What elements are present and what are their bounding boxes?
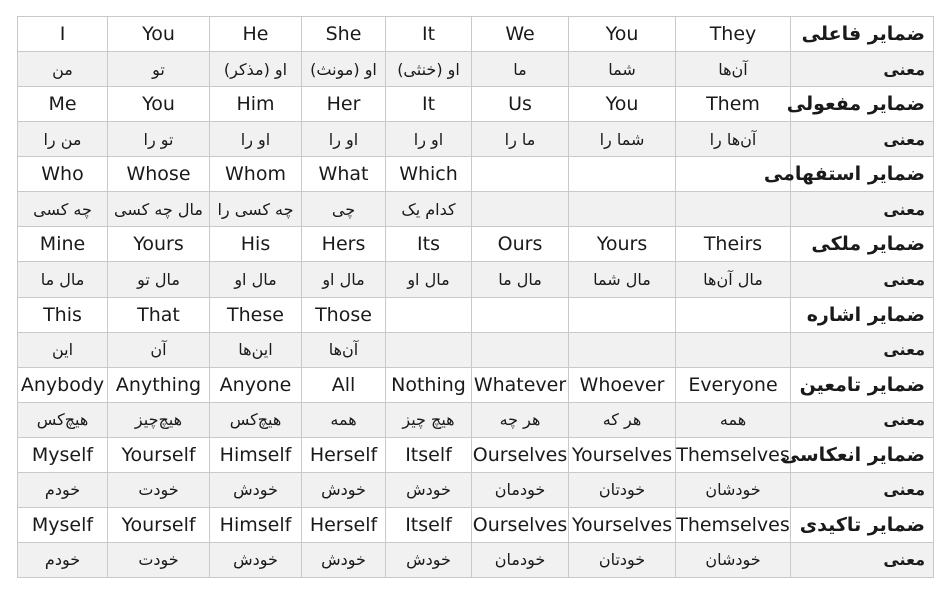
pronoun-cell: Herself xyxy=(302,507,386,542)
meaning-cell: من xyxy=(18,52,108,87)
pronoun-cell: Yours xyxy=(108,227,210,262)
meaning-cell: هیچ‌کس xyxy=(18,402,108,437)
meaning-cell: چی xyxy=(302,192,386,227)
meaning-cell: خودش xyxy=(210,542,302,577)
meaning-cell: خودش xyxy=(386,472,472,507)
pronoun-cell xyxy=(569,297,676,332)
pronoun-cell: Whatever xyxy=(472,367,569,402)
meaning-cell: مال شما xyxy=(569,262,676,297)
pronoun-cell: These xyxy=(210,297,302,332)
pronoun-cell: It xyxy=(386,17,472,52)
pronoun-cell: Her xyxy=(302,87,386,122)
meaning-cell: آن‌ها را xyxy=(676,122,791,157)
meaning-cell: چه کسی xyxy=(18,192,108,227)
pronoun-cell xyxy=(386,297,472,332)
meaning-row-label: معنی xyxy=(791,262,934,297)
meaning-cell: شما را xyxy=(569,122,676,157)
row-category-label: ضمایر مفعولی xyxy=(791,87,934,122)
pronoun-cell: Them xyxy=(676,87,791,122)
meaning-cell: آن‌ها xyxy=(676,52,791,87)
table-body xyxy=(18,17,934,578)
table-row-meanings xyxy=(18,262,934,297)
meaning-cell: خودم xyxy=(18,472,108,507)
meaning-row-label: معنی xyxy=(791,402,934,437)
meaning-row-label: معنی xyxy=(791,472,934,507)
pronoun-cell: They xyxy=(676,17,791,52)
pronoun-cell xyxy=(569,157,676,192)
table-row-meanings xyxy=(18,192,934,227)
pronoun-cell: Anything xyxy=(108,367,210,402)
pronoun-cell xyxy=(472,297,569,332)
meaning-cell: ما را xyxy=(472,122,569,157)
table-row-meanings xyxy=(18,472,934,507)
pronoun-cell: Ourselves xyxy=(472,437,569,472)
pronoun-cell: Whose xyxy=(108,157,210,192)
meaning-cell: خودتان xyxy=(569,472,676,507)
pronoun-cell: You xyxy=(108,17,210,52)
pronoun-cell: Itself xyxy=(386,437,472,472)
pronoun-cell: Him xyxy=(210,87,302,122)
meaning-cell: ما xyxy=(472,52,569,87)
meaning-cell: خودمان xyxy=(472,472,569,507)
pronoun-cell: Me xyxy=(18,87,108,122)
meaning-cell: هیچ چیز xyxy=(386,402,472,437)
meaning-row-label: معنی xyxy=(791,332,934,367)
meaning-row-label: معنی xyxy=(791,52,934,87)
pronoun-cell: You xyxy=(569,87,676,122)
table-row-pronouns xyxy=(18,17,934,52)
pronoun-cell: She xyxy=(302,17,386,52)
pronoun-cell: His xyxy=(210,227,302,262)
meaning-cell: هیچ‌چیز xyxy=(108,402,210,437)
meaning-cell xyxy=(472,192,569,227)
meaning-cell: هر که xyxy=(569,402,676,437)
row-category-label: ضمایر تامعین xyxy=(791,367,934,402)
pronoun-cell: We xyxy=(472,17,569,52)
meaning-cell xyxy=(676,192,791,227)
pronoun-cell: Himself xyxy=(210,437,302,472)
meaning-cell: آن xyxy=(108,332,210,367)
meaning-cell: خودم xyxy=(18,542,108,577)
pronoun-cell: Whoever xyxy=(569,367,676,402)
table-row-meanings xyxy=(18,332,934,367)
row-category-label: ضمایر انعکاسی xyxy=(791,437,934,472)
meaning-cell xyxy=(569,332,676,367)
pronoun-cell: You xyxy=(108,87,210,122)
meaning-cell: او (خنثی) xyxy=(386,52,472,87)
meaning-row-label: معنی xyxy=(791,122,934,157)
table-row-meanings xyxy=(18,402,934,437)
meaning-cell xyxy=(569,192,676,227)
meaning-cell: خودتان xyxy=(569,542,676,577)
pronoun-cell: Yourselves xyxy=(569,437,676,472)
meaning-cell xyxy=(472,332,569,367)
meaning-cell: او (مونث) xyxy=(302,52,386,87)
meaning-cell: مال ما xyxy=(472,262,569,297)
pronoun-cell: Myself xyxy=(18,507,108,542)
row-category-label: ضمایر اشاره xyxy=(791,297,934,332)
pronoun-cell: Themselves xyxy=(676,437,791,472)
pronoun-cell: You xyxy=(569,17,676,52)
meaning-cell: خودمان xyxy=(472,542,569,577)
pronoun-cell: This xyxy=(18,297,108,332)
meaning-cell: خودشان xyxy=(676,472,791,507)
pronoun-cell: What xyxy=(302,157,386,192)
pronoun-cell: Ourselves xyxy=(472,507,569,542)
meaning-cell: من را xyxy=(18,122,108,157)
meaning-cell: آن‌ها xyxy=(302,332,386,367)
meaning-cell: این‌ها xyxy=(210,332,302,367)
table-row-meanings xyxy=(18,122,934,157)
pronoun-cell: Myself xyxy=(18,437,108,472)
meaning-cell: مال او xyxy=(386,262,472,297)
table-row-pronouns xyxy=(18,227,934,262)
pronoun-cell: Himself xyxy=(210,507,302,542)
pronoun-cell xyxy=(472,157,569,192)
meaning-cell: همه xyxy=(302,402,386,437)
meaning-cell: او (مذکر) xyxy=(210,52,302,87)
pronoun-cell: Those xyxy=(302,297,386,332)
meaning-cell: تو را xyxy=(108,122,210,157)
table-row-meanings xyxy=(18,542,934,577)
row-category-label: ضمایر تاکیدی xyxy=(791,507,934,542)
pronoun-cell: Its xyxy=(386,227,472,262)
pronoun-cell: Herself xyxy=(302,437,386,472)
meaning-cell: تو xyxy=(108,52,210,87)
pronoun-cell: Yourselves xyxy=(569,507,676,542)
meaning-cell: مال چه کسی xyxy=(108,192,210,227)
table-row-pronouns xyxy=(18,157,934,192)
meaning-cell: هر چه xyxy=(472,402,569,437)
pronoun-cell xyxy=(676,297,791,332)
meaning-cell: خودش xyxy=(210,472,302,507)
pronoun-cell: Whom xyxy=(210,157,302,192)
meaning-cell: هیچ‌کس xyxy=(210,402,302,437)
pronoun-cell: Who xyxy=(18,157,108,192)
meaning-row-label: معنی xyxy=(791,192,934,227)
table-row-pronouns xyxy=(18,367,934,402)
pronoun-cell: He xyxy=(210,17,302,52)
meaning-cell: خودشان xyxy=(676,542,791,577)
meaning-cell: خودت xyxy=(108,542,210,577)
pronoun-cell: Us xyxy=(472,87,569,122)
row-category-label: ضمایر ملکی xyxy=(791,227,934,262)
meaning-cell: مال تو xyxy=(108,262,210,297)
meaning-cell xyxy=(676,332,791,367)
pronoun-cell: Which xyxy=(386,157,472,192)
meaning-row-label: معنی xyxy=(791,542,934,577)
pronoun-cell: Itself xyxy=(386,507,472,542)
pronoun-cell: Hers xyxy=(302,227,386,262)
meaning-cell: این xyxy=(18,332,108,367)
table-row-pronouns xyxy=(18,507,934,542)
meaning-cell: شما xyxy=(569,52,676,87)
meaning-cell: همه xyxy=(676,402,791,437)
pronoun-cell: Anybody xyxy=(18,367,108,402)
table-row-pronouns xyxy=(18,297,934,332)
meaning-cell: او را xyxy=(386,122,472,157)
meaning-cell: مال آن‌ها xyxy=(676,262,791,297)
pronoun-cell: It xyxy=(386,87,472,122)
meaning-cell: چه کسی را xyxy=(210,192,302,227)
pronoun-cell: Nothing xyxy=(386,367,472,402)
table-row-pronouns xyxy=(18,87,934,122)
pronoun-cell: All xyxy=(302,367,386,402)
meaning-cell: کدام یک xyxy=(386,192,472,227)
pronoun-cell: That xyxy=(108,297,210,332)
meaning-cell: مال او xyxy=(210,262,302,297)
pronoun-table xyxy=(17,16,934,578)
meaning-cell: خودش xyxy=(386,542,472,577)
row-category-label: ضمایر استفهامی xyxy=(791,157,934,192)
pronoun-cell: Yourself xyxy=(108,437,210,472)
pronoun-cell: Yourself xyxy=(108,507,210,542)
pronoun-cell: I xyxy=(18,17,108,52)
pronoun-cell: Everyone xyxy=(676,367,791,402)
meaning-cell: مال ما xyxy=(18,262,108,297)
meaning-cell: او را xyxy=(210,122,302,157)
meaning-cell: او را xyxy=(302,122,386,157)
meaning-cell: خودش xyxy=(302,542,386,577)
row-category-label: ضمایر فاعلی xyxy=(791,17,934,52)
meaning-cell: مال او xyxy=(302,262,386,297)
pronoun-cell: Ours xyxy=(472,227,569,262)
pronoun-cell: Themselves xyxy=(676,507,791,542)
pronoun-cell: Anyone xyxy=(210,367,302,402)
meaning-cell xyxy=(386,332,472,367)
pronoun-cell: Theirs xyxy=(676,227,791,262)
table-row-pronouns xyxy=(18,437,934,472)
meaning-cell: خودش xyxy=(302,472,386,507)
meaning-cell: خودت xyxy=(108,472,210,507)
pronoun-cell: Yours xyxy=(569,227,676,262)
pronoun-cell: Mine xyxy=(18,227,108,262)
table-row-meanings xyxy=(18,52,934,87)
